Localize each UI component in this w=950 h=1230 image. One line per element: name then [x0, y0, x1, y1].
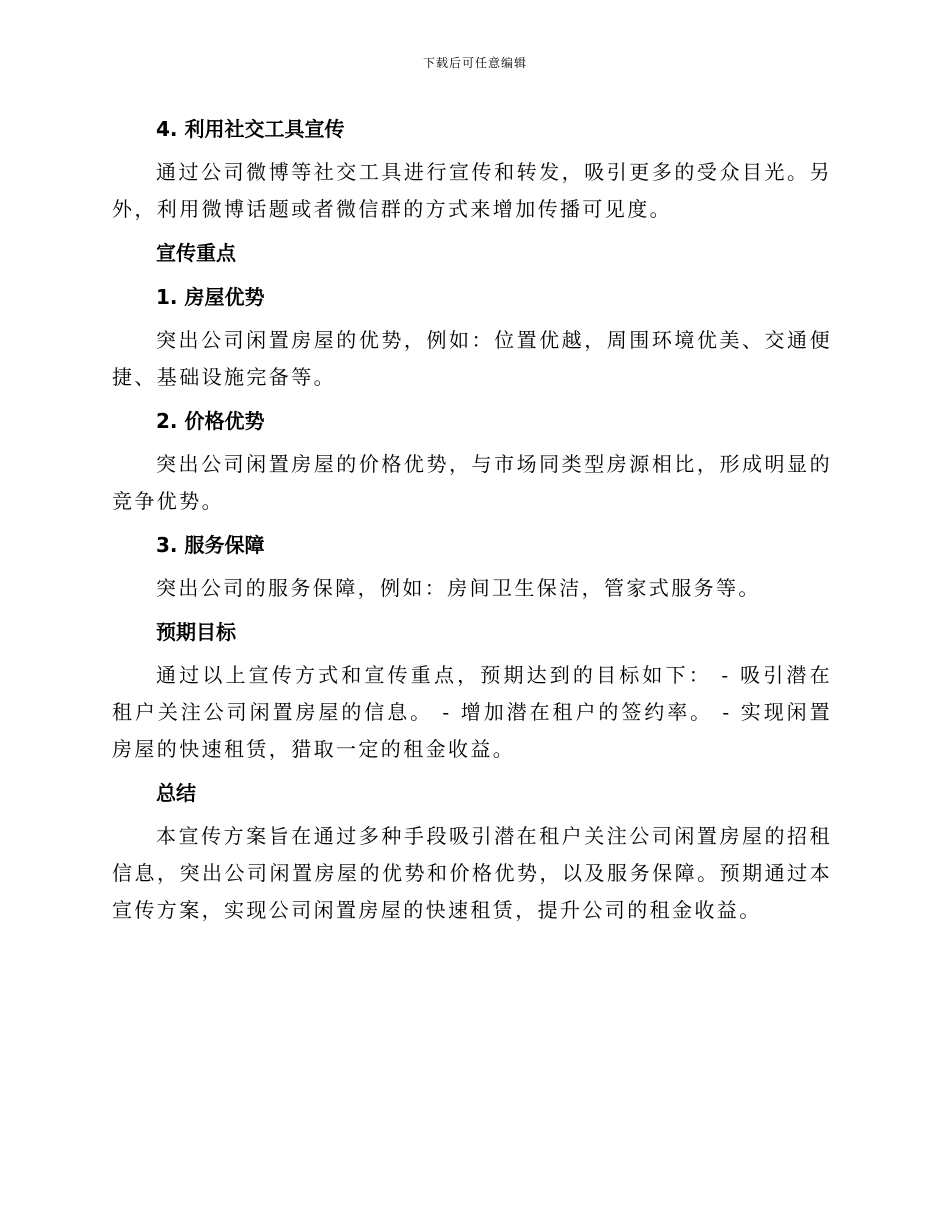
- paragraph-service: 突出公司的服务保障，例如：房间卫生保洁，管家式服务等。: [156, 576, 761, 600]
- paragraph-price-advantage: 突出公司闲置房屋的价格优势，与市场同类型房源相比，形成明显的竞争优势。: [112, 452, 832, 513]
- section-heading-social-tools: 4. 利用社交工具宣传: [156, 117, 345, 141]
- page-header-note: 下载后可任意编辑: [422, 56, 527, 70]
- document-body: [112, 110, 832, 935]
- paragraph-summary: 本宣传方案旨在通过多种手段吸引潜在租户关注公司闲置房屋的招租信息，突出公司闲置房屋的优势和价格优势，以及服务保障。预期通过本宣传方案，实现公司闲置房屋的快速租赁，提升公司的租金收益。: [112, 824, 832, 922]
- section-heading-summary: 总结: [156, 781, 196, 805]
- section-heading-price-advantage: 2. 价格优势: [156, 409, 265, 433]
- paragraph-social-tools: 通过公司微博等社交工具进行宣传和转发，吸引更多的受众目光。另外，利用微博话题或者微信群的方式来增加传播可见度。: [112, 160, 832, 221]
- paragraph-house-advantage: 突出公司闲置房屋的优势，例如：位置优越，周围环境优美、交通便捷、基础设施完备等。: [112, 328, 832, 389]
- section-heading-house-advantage: 1. 房屋优势: [156, 285, 265, 309]
- paragraph-goals: 通过以上宣传方式和宣传重点，预期达到的目标如下： - 吸引潜在租户关注公司闲置房屋的信息。 - 增加潜在租户的签约率。 - 实现闲置房屋的快速租赁，猎取一定的租金收益。: [112, 663, 832, 761]
- section-heading-focus: 宣传重点: [156, 241, 236, 265]
- section-heading-goals: 预期目标: [156, 620, 236, 644]
- section-heading-service: 3. 服务保障: [156, 533, 265, 557]
